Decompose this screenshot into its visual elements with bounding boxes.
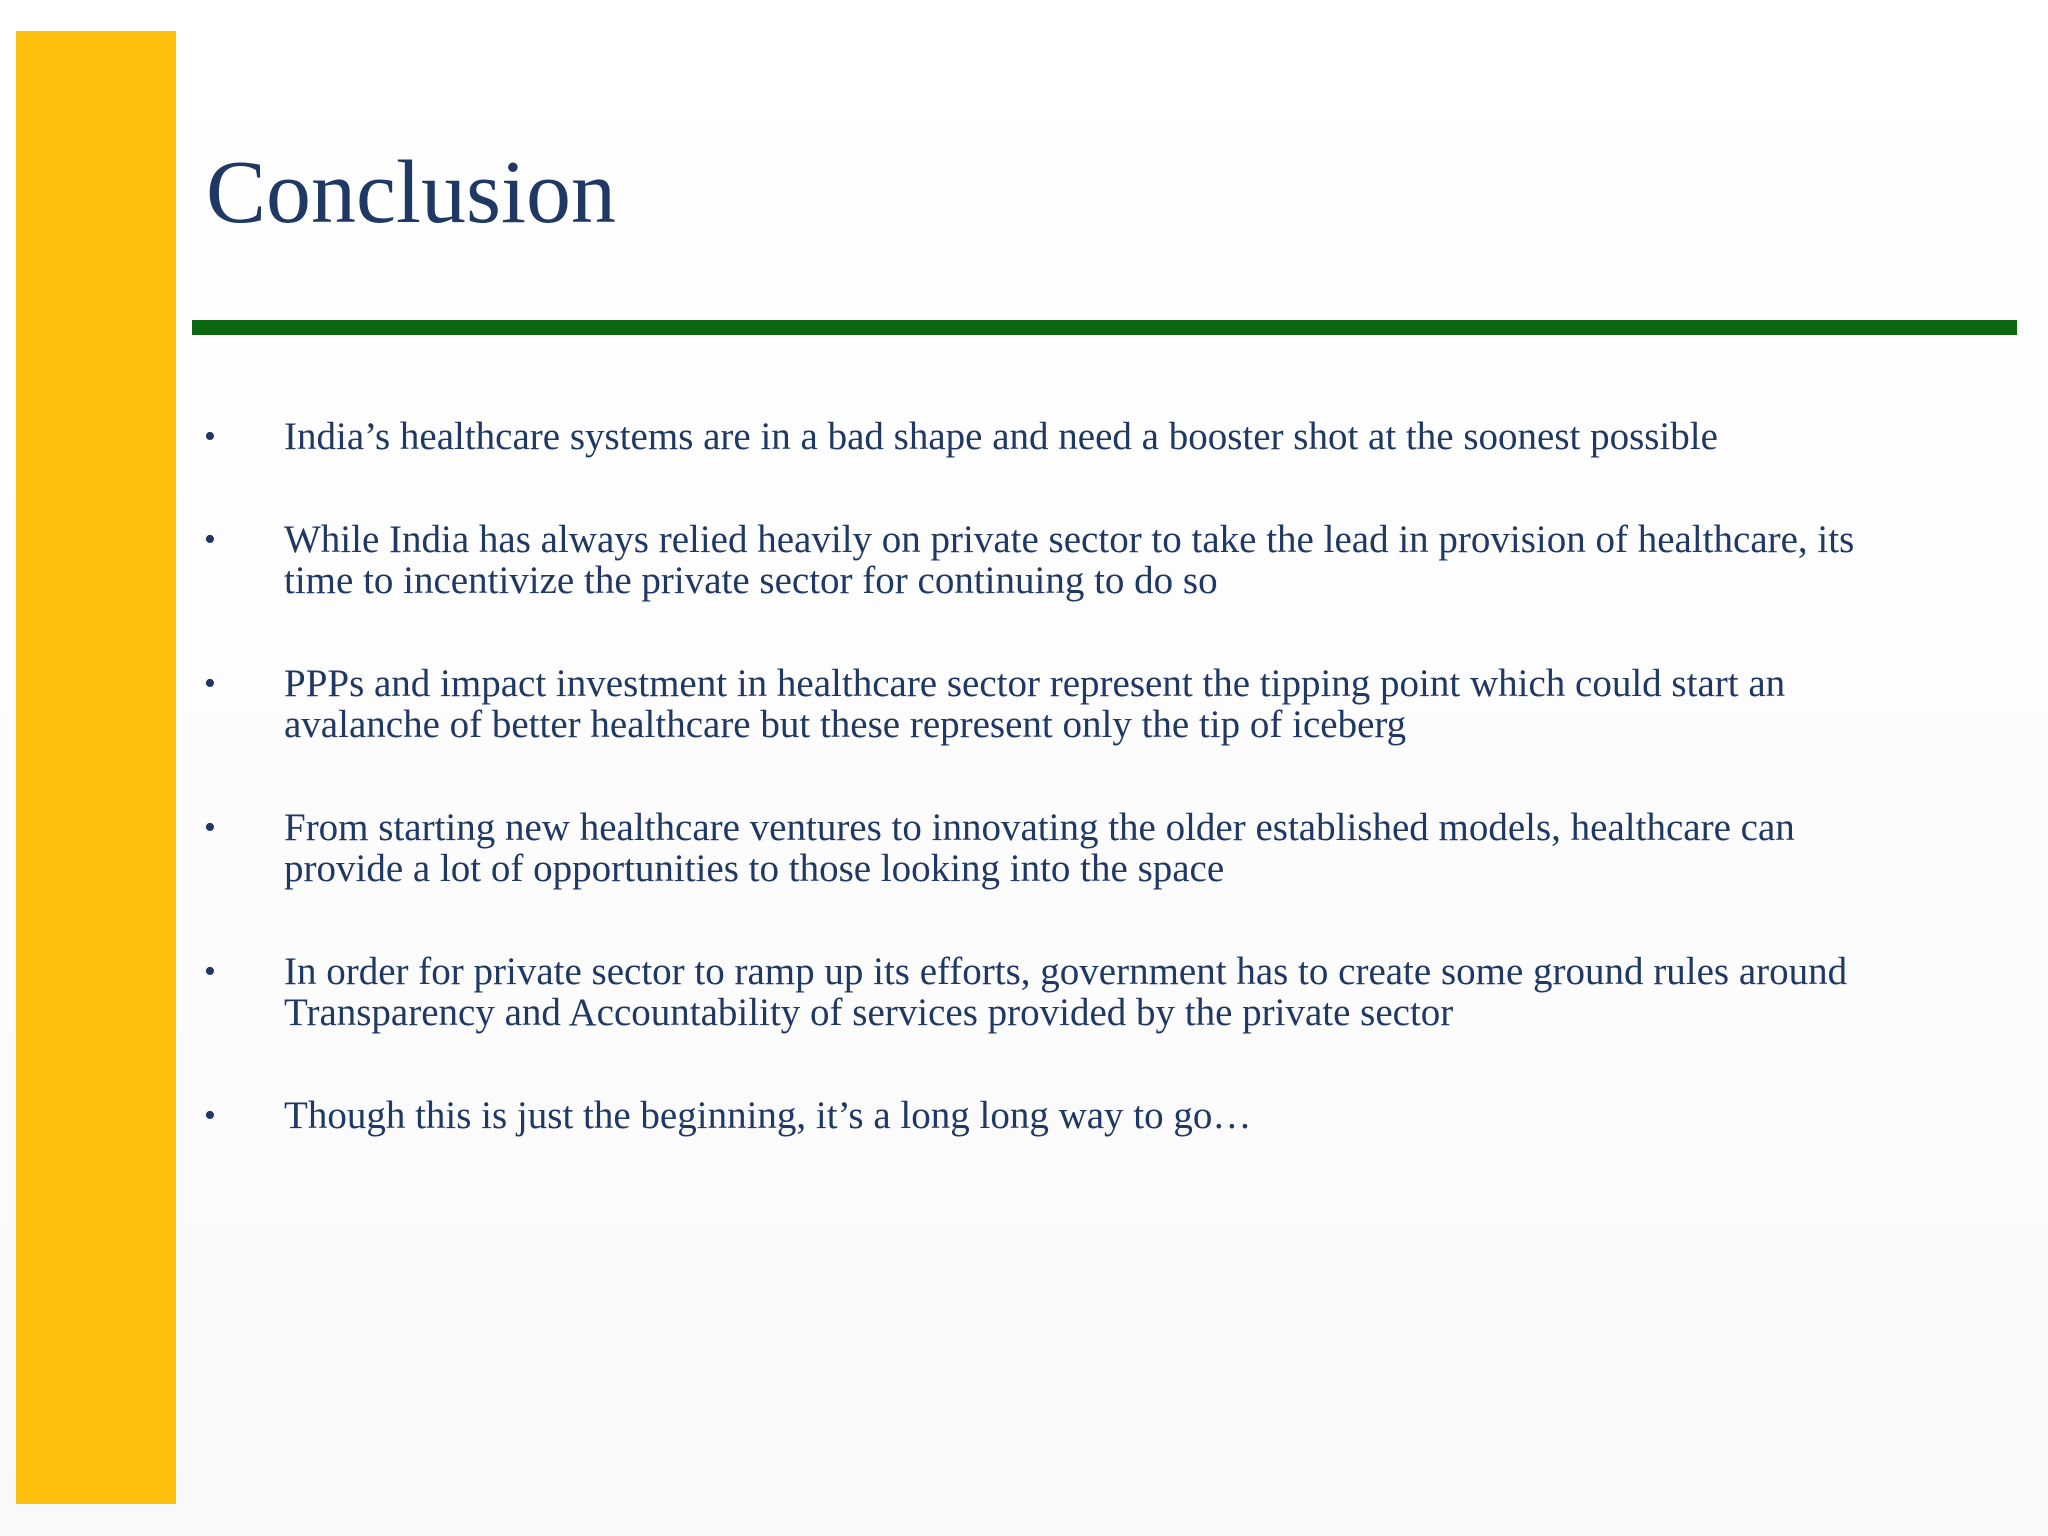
bullet-dot-icon: • — [204, 521, 216, 558]
bullet-text: PPPs and impact investment in healthcare sector represent the tipping point which could start an avalanche of better healthcare but these represent only the tip of iceberg — [284, 662, 1786, 746]
accent-side-bar — [16, 31, 176, 1504]
bullet-dot-icon: • — [204, 418, 216, 455]
bullet-text: Though this is just the beginning, it’s a long long way to go… — [284, 1094, 1252, 1137]
bullet-list — [204, 416, 1904, 1198]
bullet-text: India’s healthcare systems are in a bad shape and need a booster shot at the soonest possible — [284, 415, 1718, 458]
bullet-dot-icon: • — [204, 809, 216, 846]
bullet-dot-icon: • — [204, 665, 216, 702]
bullet-item — [204, 663, 1904, 745]
slide-title: Conclusion — [206, 143, 617, 242]
bullet-dot-icon: • — [204, 953, 216, 990]
bullet-item — [204, 416, 1904, 457]
title-divider — [192, 320, 2017, 335]
bullet-text: While India has always relied heavily on private sector to take the lead in provision of healthcare, its time to incentivize the private sector for continuing to do so — [284, 518, 1855, 602]
bullet-item — [204, 1095, 1904, 1136]
bullet-item — [204, 807, 1904, 889]
bullet-text: In order for private sector to ramp up its efforts, government has to create some ground rules around Transparency and Accountability of services provided by the private sector — [284, 950, 1848, 1034]
bullet-text: From starting new healthcare ventures to innovating the older established models, healthcare can provide a lot of opportunities to those looking into the space — [284, 806, 1795, 890]
bullet-dot-icon: • — [204, 1097, 216, 1134]
bullet-item — [204, 519, 1904, 601]
bullet-item — [204, 951, 1904, 1033]
